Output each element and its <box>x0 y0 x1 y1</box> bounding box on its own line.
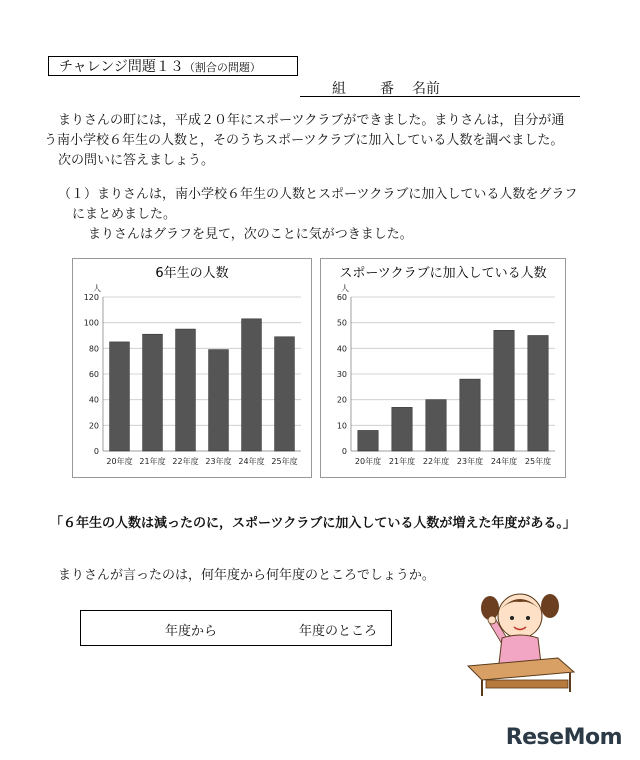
namae-label: 名前 <box>412 81 440 97</box>
bar-25年度 <box>275 337 295 451</box>
y-axis-unit-label: 人 <box>93 284 101 293</box>
observation-quote: 「６年生の人数は減ったのに，スポーツクラブに加入している人数が増えた年度がある。」 <box>50 516 576 531</box>
intro-line-1: まりさんの町には，平成２０年にスポーツクラブができました。まりさんは，自分が通 <box>58 113 565 128</box>
x-tick-label: 25年度 <box>524 457 552 466</box>
x-tick-label: 20年度 <box>106 457 133 466</box>
x-tick-label: 22年度 <box>172 457 199 466</box>
y-tick-label: 0 <box>93 447 99 456</box>
sportsclub-chart-svg <box>321 259 565 477</box>
chart-grade6 <box>72 258 312 478</box>
chart-title: 6年生の人数 <box>155 266 229 281</box>
bar-24年度 <box>242 319 262 451</box>
answer-to-label: 年度のところ <box>299 624 378 639</box>
question-line-2: にまとめました。 <box>72 207 177 222</box>
x-tick-label: 24年度 <box>238 457 265 466</box>
y-tick-label: 40 <box>88 395 99 405</box>
x-tick-label: 22年度 <box>422 457 450 466</box>
question-line-3: まりさんはグラフを見て，次のことに気がつきました。 <box>88 227 413 242</box>
bar-23年度 <box>460 379 480 451</box>
grade6-chart-svg <box>73 259 311 477</box>
x-tick-label: 25年度 <box>271 457 298 466</box>
y-tick-label: 80 <box>88 344 99 354</box>
y-tick-label: 40 <box>336 344 347 354</box>
intro-line-3: 次の問いに答えましょう。 <box>58 153 215 168</box>
x-tick-label: 23年度 <box>456 457 484 466</box>
bar-21年度 <box>392 407 412 451</box>
bar-20年度 <box>110 342 130 451</box>
girl-at-desk-illustration <box>462 580 582 700</box>
bar-21年度 <box>143 334 163 451</box>
y-axis-unit-label: 人 <box>341 284 349 293</box>
y-tick-label: 60 <box>336 293 347 302</box>
bar-22年度 <box>176 329 196 451</box>
kumi-label: 組 <box>332 81 346 97</box>
name-line <box>300 78 580 97</box>
bar-25年度 <box>528 336 548 452</box>
title-subtitle: （割合の問題） <box>183 61 261 74</box>
chart-title: スポーツクラブに加入している人数 <box>339 266 547 281</box>
y-tick-label: 50 <box>336 318 347 328</box>
y-tick-label: 10 <box>336 421 347 431</box>
bar-23年度 <box>209 350 229 451</box>
y-tick-label: 30 <box>336 370 347 379</box>
resemom-logo <box>506 725 622 750</box>
y-tick-label: 20 <box>88 421 99 431</box>
x-tick-label: 21年度 <box>388 457 416 466</box>
y-tick-label: 0 <box>341 447 347 456</box>
y-tick-label: 60 <box>88 370 99 379</box>
question-line-1: （１）まりさんは，南小学校６年生の人数とスポーツクラブに加入している人数をグラフ <box>58 187 578 202</box>
question-prompt: まりさんが言ったのは，何年度から何年度のところでしょうか。 <box>58 568 435 583</box>
x-tick-label: 24年度 <box>490 457 518 466</box>
ban-label: 番 <box>380 81 394 97</box>
chart-sportsclub <box>320 258 566 478</box>
answer-from-label: 年度から <box>165 624 218 639</box>
intro-line-2: う南小学校６年生の人数と，そのうちスポーツクラブに加入している人数を調べました。 <box>44 133 564 148</box>
x-tick-label: 21年度 <box>139 457 166 466</box>
worksheet-title <box>48 56 298 76</box>
answer-box[interactable] <box>80 610 392 646</box>
bar-22年度 <box>426 400 446 451</box>
title-text: チャレンジ問題１３ <box>59 59 184 75</box>
bar-24年度 <box>494 330 514 451</box>
bar-20年度 <box>358 430 378 451</box>
x-tick-label: 20年度 <box>354 457 382 466</box>
y-tick-label: 20 <box>336 395 347 405</box>
logo-text: ReseMom <box>505 725 622 750</box>
x-tick-label: 23年度 <box>205 457 232 466</box>
y-tick-label: 120 <box>83 293 99 302</box>
y-tick-label: 100 <box>83 318 99 328</box>
